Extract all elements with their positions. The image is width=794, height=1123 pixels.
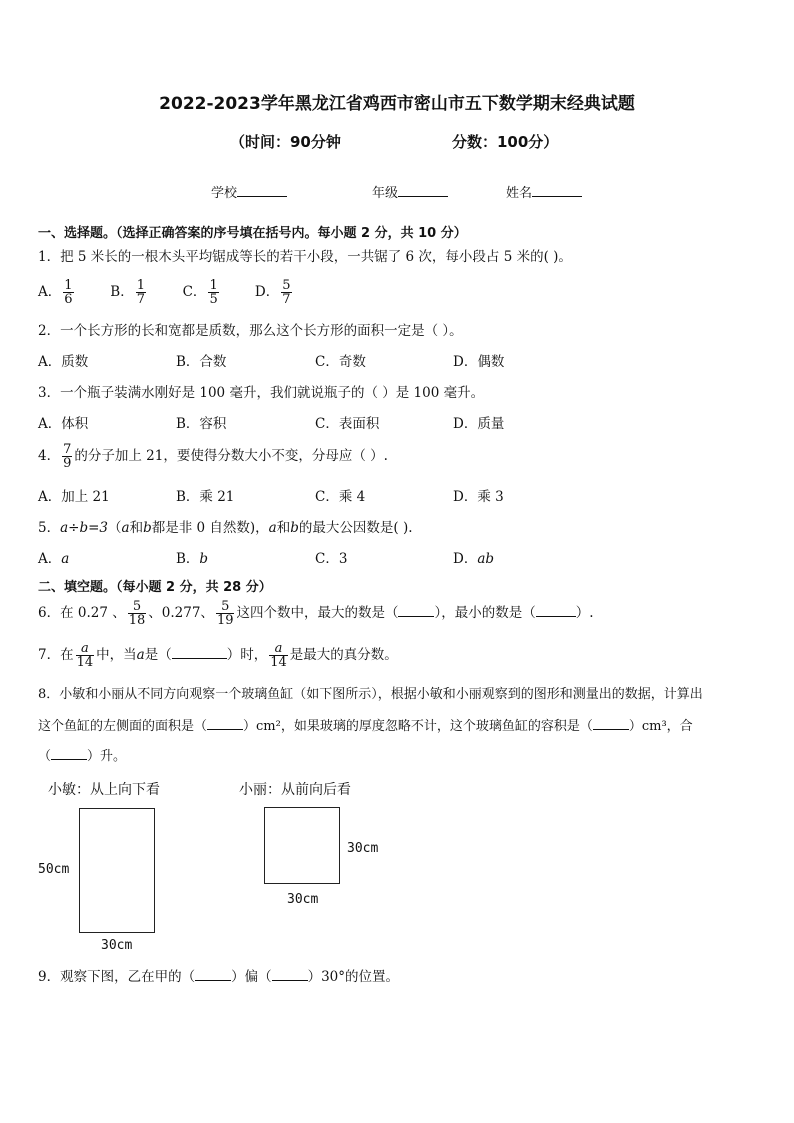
question-8-line3: （ ）升。	[38, 749, 127, 764]
total-score: 分数：100分）	[452, 133, 559, 151]
q3-option-d[interactable]: D．质量	[453, 416, 505, 432]
grade-label: 年级	[372, 186, 399, 201]
front-view-height-label: 30cm	[347, 841, 379, 856]
q4-option-a[interactable]: A．加上 21	[38, 489, 110, 505]
question-1-options	[38, 279, 323, 306]
top-view-width-label: 30cm	[101, 938, 133, 953]
front-view-width-label: 30cm	[287, 892, 319, 907]
question-4-options	[38, 488, 504, 506]
q9-blank-direction2[interactable]	[272, 980, 308, 981]
school-field	[211, 182, 287, 201]
question-2-options	[38, 353, 504, 371]
q2-option-a[interactable]: A．质数	[38, 354, 89, 370]
q8-blank-volume[interactable]	[593, 729, 629, 730]
question-6: 6．在 0.27 、 $\frac{5}{18}$ 、0.277、 $\frac{5}{19}$ 这四个数中，最大的数是（ ），最小的数是（ ）.	[38, 599, 594, 628]
q5-option-b[interactable]: B．b	[176, 551, 209, 567]
grade-blank[interactable]	[398, 196, 448, 197]
q4-fraction: $\frac{7}{9}$	[63, 442, 72, 471]
q5-option-d[interactable]: D．ab	[453, 551, 495, 567]
question-5: 5．a÷b=3（a和b都是非 0 自然数)，a和b的最大公因数是( ).	[38, 520, 413, 536]
caption-front-view: 小丽：从前向后看	[239, 782, 351, 798]
question-3: 3．一个瓶子装满水刚好是 100 毫升，我们就说瓶子的（ ）是 100 毫升。	[38, 385, 485, 401]
front-view-square	[264, 807, 340, 884]
q1-option-d[interactable]: D． $\frac{5}{7}$	[254, 278, 291, 307]
question-5-options	[38, 550, 494, 568]
school-label: 学校	[211, 186, 238, 201]
name-field	[506, 182, 582, 201]
q8-blank-area[interactable]	[207, 729, 243, 730]
top-view-rectangle	[79, 808, 155, 933]
q9-blank-direction1[interactable]	[195, 980, 231, 981]
q6-blank-max[interactable]	[398, 616, 434, 617]
page-title: 2022-2023学年黑龙江省鸡西市密山市五下数学期末经典试题	[159, 94, 635, 114]
question-1: 1．把 5 米长的一根木头平均锯成等长的若干小段，一共锯了 6 次，每小段占 5 米的( )。	[38, 249, 572, 265]
q1-option-c[interactable]: C． $\frac{1}{5}$	[182, 278, 218, 307]
question-7: 7．在 $\frac{a}{14}$ 中，当a是（ ）时， $\frac{a}{14}$ 是最大的真分数。	[38, 641, 398, 670]
name-label: 姓名	[506, 186, 533, 201]
name-blank[interactable]	[532, 196, 582, 197]
section2-heading: 二、填空题。（每小题 2 分，共 28 分）	[38, 580, 272, 595]
q4-option-b[interactable]: B．乘 21	[176, 489, 235, 505]
section1-heading: 一、选择题。（选择正确答案的序号填在括号内。每小题 2 分，共 10 分）	[38, 226, 467, 241]
q7-blank[interactable]	[172, 658, 227, 659]
question-2: 2．一个长方形的长和宽都是质数，那么这个长方形的面积一定是（ ）。	[38, 323, 463, 339]
q1-option-b[interactable]: B． $\frac{1}{7}$	[110, 278, 145, 307]
q2-option-b[interactable]: B．合数	[176, 354, 227, 370]
q5-option-c[interactable]: C．3	[315, 551, 348, 567]
q2-option-d[interactable]: D．偶数	[453, 354, 505, 370]
time-limit: （时间：90分钟	[230, 133, 341, 151]
question-8-line2: 这个鱼缸的左侧面的面积是（ ）cm²，如果玻璃的厚度忽略不计，这个玻璃鱼缸的容积是（ ）cm³，合	[38, 719, 693, 734]
q3-option-b[interactable]: B．容积	[176, 416, 227, 432]
caption-top-view: 小敏：从上向下看	[48, 782, 160, 798]
question-9: 9．观察下图，乙在甲的（ ）偏（ ）30°的位置。	[38, 969, 400, 985]
q2-option-c[interactable]: C．奇数	[315, 354, 366, 370]
question-4: 4． $\frac{7}{9}$ 的分子加上 21，要使得分数大小不变，分母应（ ）.	[38, 442, 388, 471]
q4-option-c[interactable]: C．乘 4	[315, 489, 366, 505]
q3-option-a[interactable]: A．体积	[38, 416, 89, 432]
grade-field	[372, 182, 448, 201]
q3-option-c[interactable]: C．表面积	[315, 416, 380, 432]
question-8-line1: 8．小敏和小丽从不同方向观察一个玻璃鱼缸（如下图所示），根据小敏和小丽观察到的图形和测量出的数据，计算出	[38, 687, 703, 702]
q5-option-a[interactable]: A．a	[38, 551, 70, 567]
school-blank[interactable]	[237, 196, 287, 197]
q1-option-a[interactable]: A． $\frac{1}{6}$	[38, 278, 73, 307]
q6-blank-min[interactable]	[536, 616, 576, 617]
question-3-options	[38, 415, 504, 433]
q8-blank-liters[interactable]	[51, 759, 87, 760]
top-view-height-label: 50cm	[38, 862, 70, 877]
q4-option-d[interactable]: D．乘 3	[453, 489, 504, 505]
